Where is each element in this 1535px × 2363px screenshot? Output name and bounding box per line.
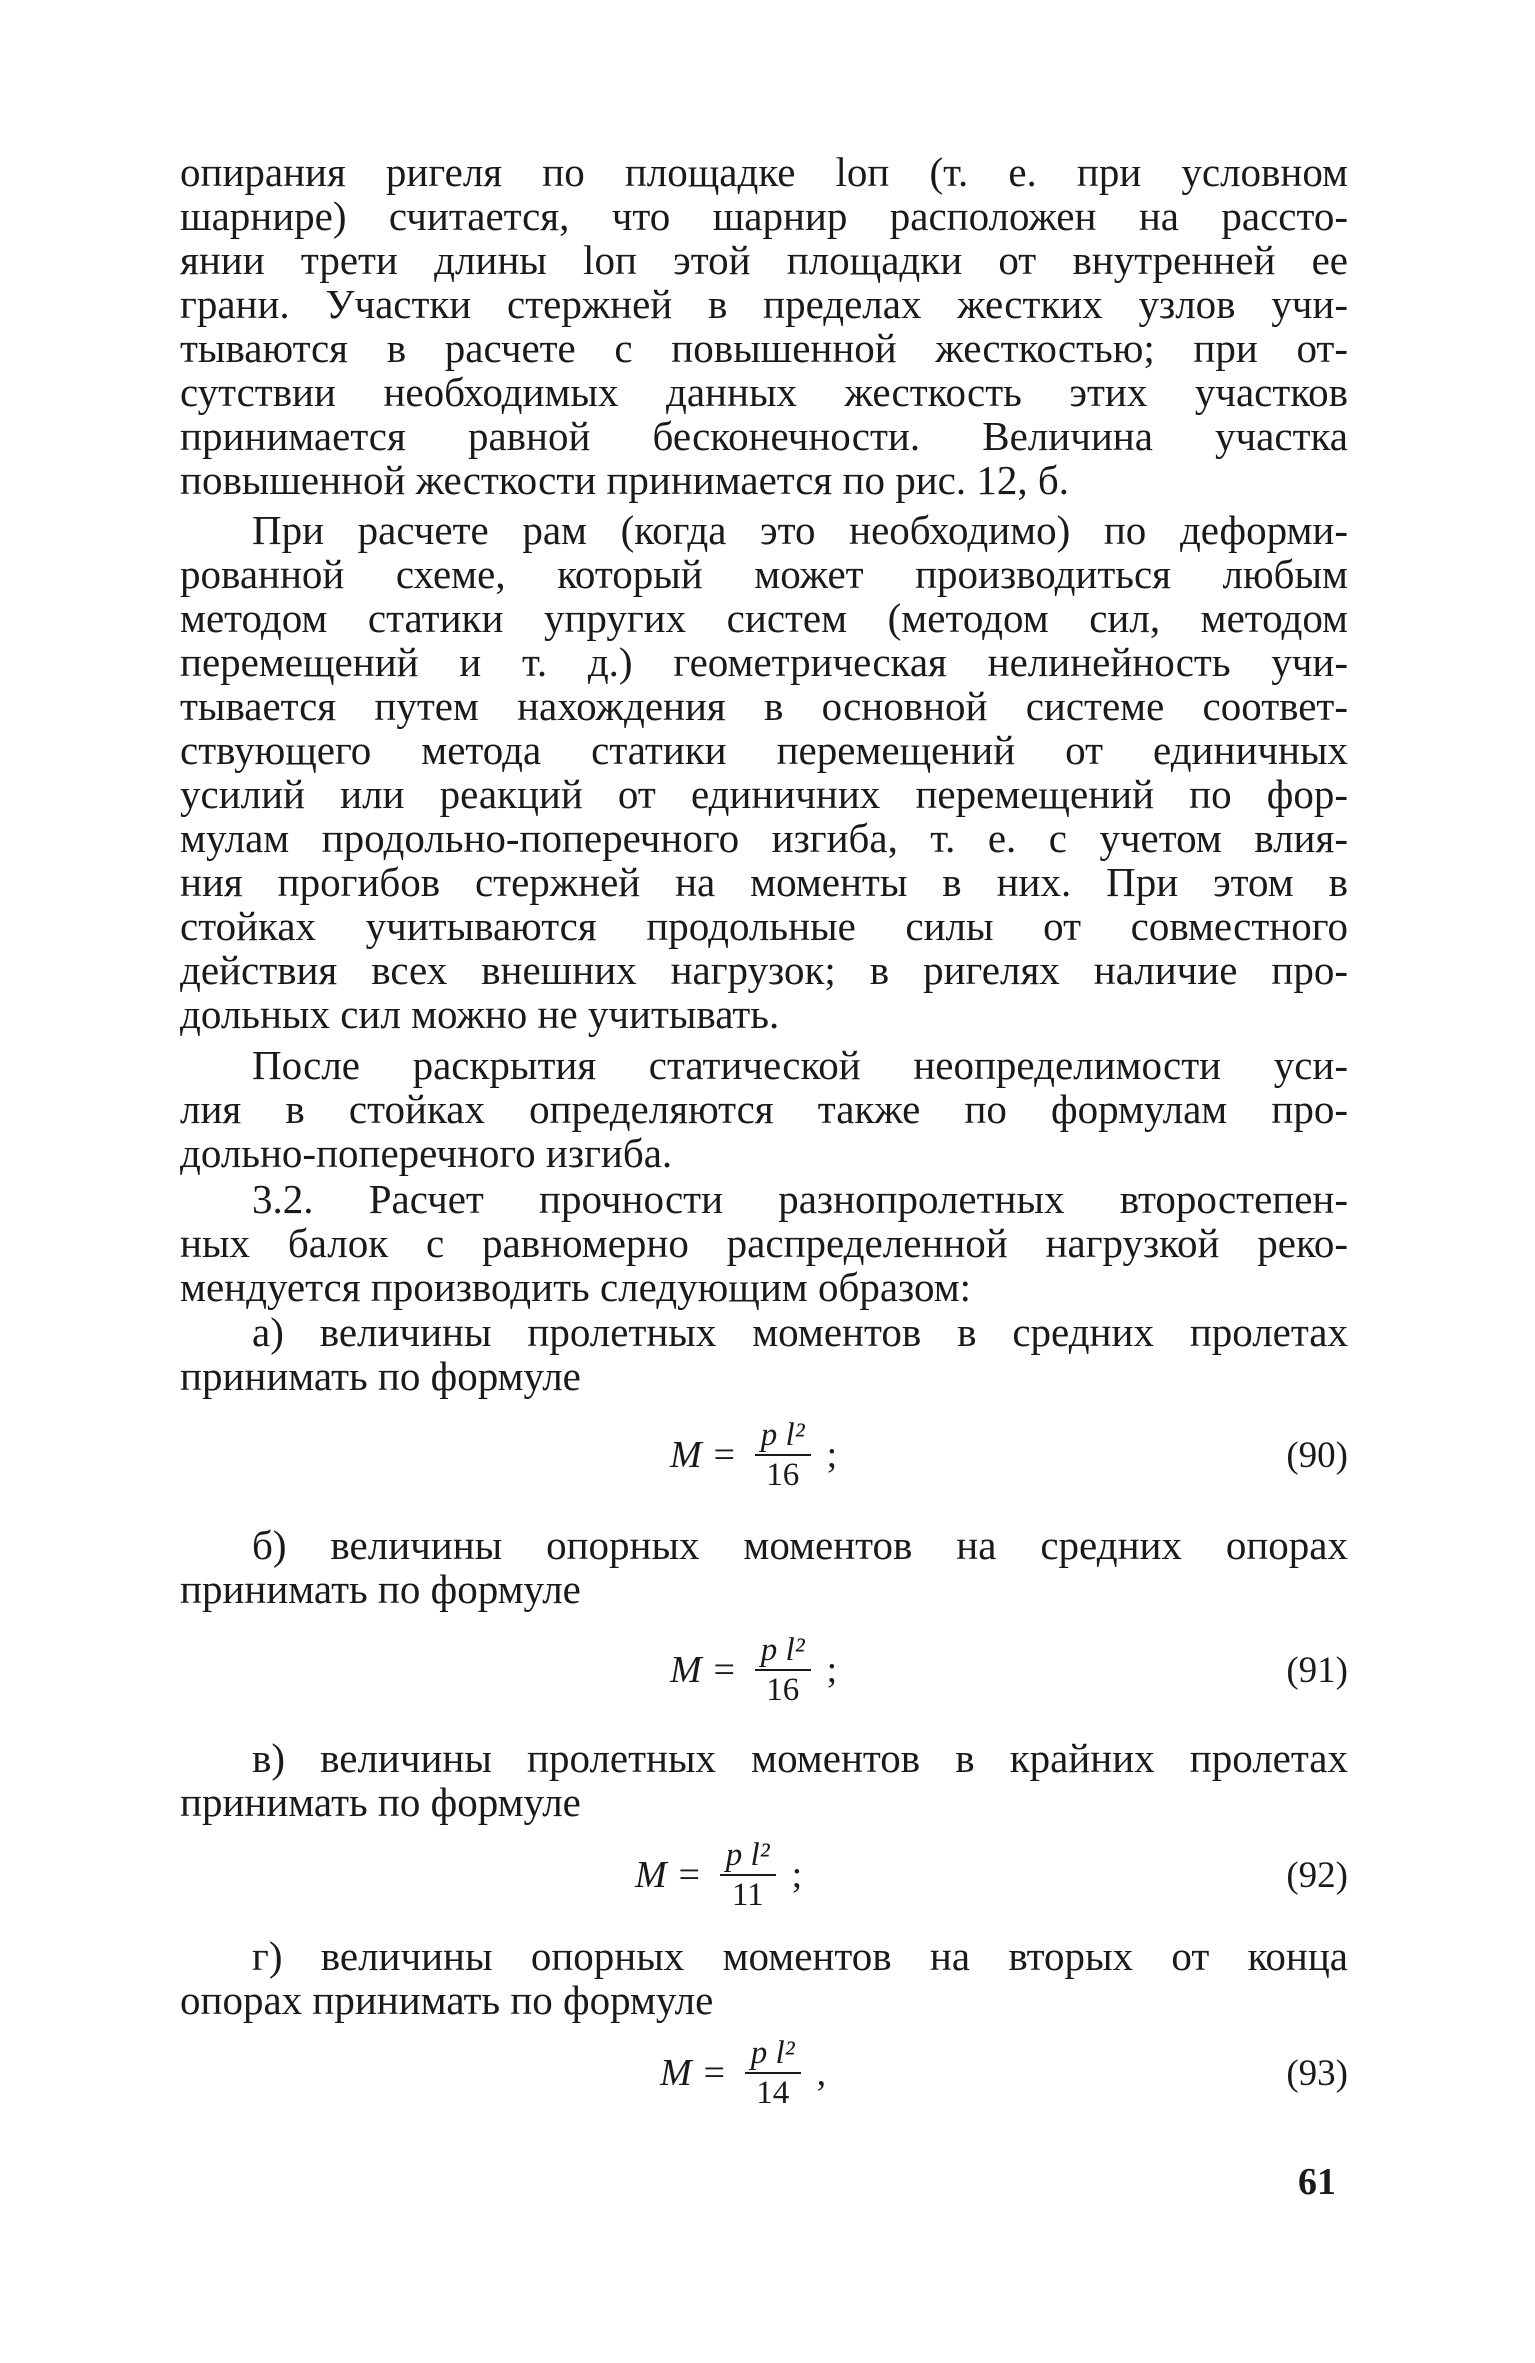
text-line: дольно-поперечного изгиба.: [180, 1130, 673, 1176]
paragraph-item-c: [180, 1736, 1348, 1824]
text-line: г) величины опорных моментов на вторых от конца: [252, 1933, 1348, 1979]
fraction-denominator: 11: [731, 1877, 764, 1913]
formula-91: [180, 1625, 1348, 1715]
text-line: мендуется производить следующим образом:: [180, 1264, 972, 1310]
fraction-denominator: 16: [766, 1457, 800, 1493]
equation-number: (92): [1286, 1854, 1348, 1896]
equation-number: (91): [1286, 1649, 1348, 1691]
text-line: принимается равной бесконечности. Величина участка: [180, 413, 1348, 459]
fraction-numerator: p l²: [725, 1837, 770, 1873]
paragraph-item-d: [180, 1934, 1348, 2022]
text-line: опирания ригеля по площадке lоп (т. е. при условном: [180, 149, 1348, 195]
text-line: перемещений и т. д.) геометрическая нелинейность учи-: [180, 639, 1348, 685]
text-line: принимать по формуле: [180, 1353, 581, 1399]
text-line: опорах принимать по формуле: [180, 1977, 714, 2023]
fraction: [720, 1836, 776, 1914]
equation-lhs: M =: [670, 1649, 737, 1691]
text-line: шарнире) считается, что шарнир расположен на рассто-: [180, 193, 1348, 239]
text-line: рованной схеме, который может производиться любым: [180, 551, 1348, 597]
equation-number: (93): [1286, 2052, 1348, 2094]
text-line: тываются в расчете с повышенной жесткостью; при от-: [180, 325, 1348, 371]
fraction-denominator: 14: [756, 2075, 790, 2111]
fraction-denominator: 16: [766, 1672, 800, 1708]
fraction: [755, 1631, 811, 1709]
fraction-numerator: p l²: [750, 2035, 795, 2071]
text-line: грани. Участки стержней в пределах жестких узлов учи-: [180, 281, 1348, 327]
text-line: принимать по формуле: [180, 1779, 581, 1825]
text-line: методом статики упругих систем (методом сил, методом: [180, 595, 1348, 641]
equation: [670, 1410, 837, 1500]
fraction-numerator: p l²: [760, 1417, 805, 1453]
text-line: повышенной жесткости принимается по рис. 12, б.: [180, 457, 1069, 503]
paragraph-item-b: [180, 1523, 1348, 1611]
text-line: сутствии необходимых данных жесткость этих участков: [180, 369, 1348, 415]
text-line: янии трети длины lоп этой площадки от внутренней ее: [180, 237, 1348, 283]
text-line: 3.2. Расчет прочности разнопролетных второстепен-: [252, 1176, 1348, 1222]
text-line: тывается путем нахождения в основной системе соответ-: [180, 683, 1348, 729]
text-line: мулам продольно-поперечного изгиба, т. е. с учетом влия-: [180, 815, 1348, 861]
paragraph-section-3-2: [180, 1177, 1348, 1309]
text-line: усилий или реакций от единичних перемещений по фор-: [180, 771, 1348, 817]
paragraph-1: [180, 150, 1348, 502]
equation: [635, 1830, 802, 1920]
equation-lhs: M =: [670, 1434, 737, 1476]
text-line: дольных сил можно не учитывать.: [180, 991, 780, 1037]
fraction: [745, 2034, 801, 2112]
fraction: [755, 1416, 811, 1494]
text-line: стойках учитываются продольные силы от совместного: [180, 903, 1348, 949]
page-number: 61: [1298, 2161, 1336, 2203]
text-line: лия в стойках определяются также по формулам про-: [180, 1086, 1348, 1132]
paragraph-3: [180, 1043, 1348, 1175]
equation-punct: ;: [826, 1649, 838, 1691]
equation-number: (90): [1286, 1434, 1348, 1476]
text-line: ных балок с равномерно распределенной нагрузкой реко-: [180, 1220, 1348, 1266]
text-line: ния прогибов стержней на моменты в них. При этом в: [180, 859, 1348, 905]
text-line: б) величины опорных моментов на средних опорах: [252, 1522, 1348, 1568]
equation-punct: ;: [826, 1434, 838, 1476]
text-line: принимать по формуле: [180, 1566, 581, 1612]
equation-lhs: M =: [635, 1854, 702, 1896]
equation: [660, 2028, 826, 2118]
formula-90: [180, 1410, 1348, 1500]
equation-punct: ,: [816, 2052, 827, 2094]
text-line: а) величины пролетных моментов в средних пролетах: [252, 1309, 1348, 1355]
text-line: в) величины пролетных моментов в крайних пролетах: [252, 1735, 1348, 1781]
text-line: При расчете рам (когда это необходимо) по деформи-: [252, 507, 1348, 553]
equation-lhs: M =: [660, 2052, 727, 2094]
formula-93: [180, 2028, 1348, 2118]
text-line: ствующего метода статики перемещений от единичных: [180, 727, 1348, 773]
equation: [670, 1625, 837, 1715]
text-line: действия всех внешних нагрузок; в ригелях наличие про-: [180, 947, 1348, 993]
equation-punct: ;: [791, 1854, 803, 1896]
paragraph-2: [180, 508, 1348, 1036]
formula-92: [180, 1830, 1348, 1920]
fraction-numerator: p l²: [760, 1632, 805, 1668]
text-line: После раскрытия статической неопределимости уси-: [252, 1042, 1348, 1088]
paragraph-item-a: [180, 1310, 1348, 1398]
